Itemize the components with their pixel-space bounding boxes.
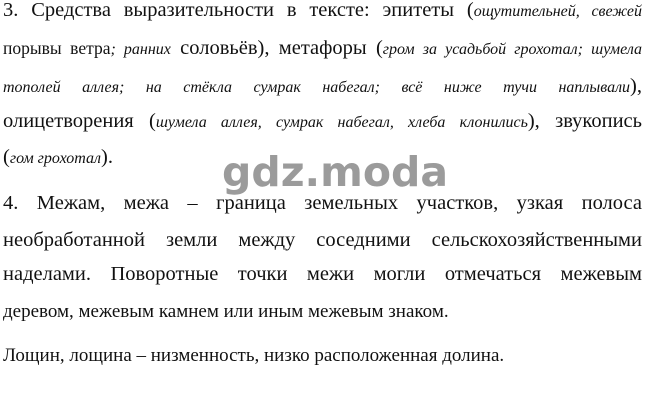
p3-line-3 — [3, 76, 642, 97]
p3-l5-close: ). — [101, 146, 113, 168]
p4-line-1: 4. Межам, межа – граница земельных участков, узкая полоса — [3, 192, 642, 214]
p3-l2-italic-2: гром за усадьбой грохотал; шумела — [382, 41, 642, 58]
p3-l1-italic: ощутительней, свежей — [473, 3, 642, 20]
p3-line-2 — [3, 38, 642, 59]
p3-line-1 — [3, 0, 642, 21]
p3-line-4 — [3, 111, 642, 132]
p3-l1-text: 3. Средства выразительности в тексте: эпитеты ( — [3, 0, 474, 21]
p3-l4-text-2: ), звукопись — [527, 110, 642, 132]
p3-l4-italic: шумела аллея, сумрак набегал, хлеба клонились — [155, 114, 528, 131]
p3-l2-text: порывы ветра — [3, 38, 111, 58]
p3-l3-text: ), — [630, 75, 642, 97]
watermark-logo: gdz.moda — [222, 148, 449, 196]
p5-line-1: Лощин, лощина – низменность, низко расположенная долина. — [3, 345, 505, 366]
p4-line-2: необработанной земли между соседними сельскохозяйственными — [3, 229, 642, 251]
p3-l4-text: олицетворения ( — [3, 110, 156, 132]
p3-l3-italic: тополей аллея; на стёкла сумрак набегал; всё ниже тучи наплывали — [3, 79, 631, 96]
p3-l5-italic: гом грохотал — [9, 150, 102, 167]
p3-l2-text-2: соловьёв), метафоры ( — [170, 37, 383, 59]
p3-l5-open: ( — [3, 146, 10, 168]
p4-line-3: наделами. Поворотные точки межи могли отмечаться межевым — [3, 263, 642, 285]
p3-l2-italic-1: ; ранних — [110, 41, 171, 58]
p4-line-4: деревом, межевым камнем или иным межевым знаком. — [3, 301, 449, 322]
